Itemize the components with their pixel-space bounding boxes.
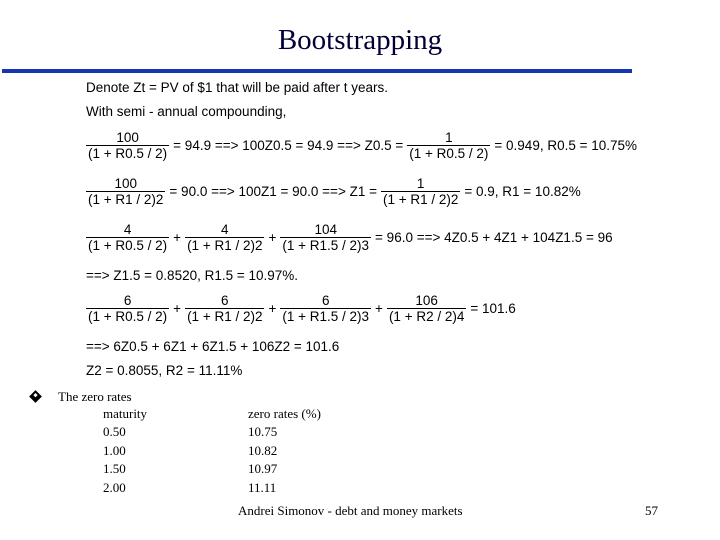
rates-header: zero rates (%) [248,406,321,421]
definition-line: Denote Zt = PV of $1 that will be paid after t years. [86,80,389,95]
equation-3: $\frac{4}{(1 + R0.5 / 2)}$ + $\frac{4}{(1 + R1 / 2)2}$ + $\frac{104}{(1 + R1.5 / 2)3}$ = 96.0 ==> 4Z0.5 + 4Z1 + 104Z1.5 = 96 [88,222,613,253]
compounding-line: With semi - annual compounding, [86,104,287,119]
maturity-value: 2.00 [103,479,126,495]
maturity-header: maturity [103,406,148,421]
equation-1: $\frac{100}{(1 + R0.5 / 2)}$ = 94.9 ==> 100Z0.5 = 94.9 ==> Z0.5 = $\frac{1}{(1 + R0.5 / 2)}$ = 0.949, R0.5 = 10.75% [88,130,638,161]
equation-4: $\frac{6}{(1 + R0.5 / 2)}$ + $\frac{6}{(1 + R1 / 2)2}$ + $\frac{6}{(1 + R1.5 / 2)3}$ + $\frac{106}{(1 + R2 / 2)4}$ = 101.6 [88,293,516,324]
equation-4-final: Z2 = 0.8055, R2 = 11.11% [86,363,243,378]
rate-value: 10.97 [248,461,278,477]
rate-value: 10.75 [248,424,278,440]
maturity-value: 0.50 [103,424,126,440]
equation-3-result: ==> Z1.5 = 0.8520, R1.5 = 10.97%. [86,268,299,283]
equation-2: $\frac{100}{(1 + R1 / 2)2}$ = 90.0 ==> 100Z1 = 90.0 ==> Z1 = $\frac{1}{(1 + R1 / 2)2}$ = 0.9, R1 = 10.82% [88,176,581,207]
bullet-icon [29,390,42,403]
maturity-column [103,405,147,497]
footer-text: Andrei Simonov - debt and money markets [238,503,463,518]
title-underline [2,69,632,73]
rate-value: 11.11 [248,479,277,495]
rate-value: 10.82 [248,442,278,458]
rates-heading: The zero rates [58,389,132,404]
slide-title: Bootstrapping [277,24,443,56]
rates-column [248,405,321,497]
equation-4-result: ==> 6Z0.5 + 6Z1 + 6Z1.5 + 106Z2 = 101.6 [86,339,340,354]
page-number: 57 [645,503,658,518]
maturity-value: 1.50 [103,461,126,477]
maturity-value: 1.00 [103,442,126,458]
